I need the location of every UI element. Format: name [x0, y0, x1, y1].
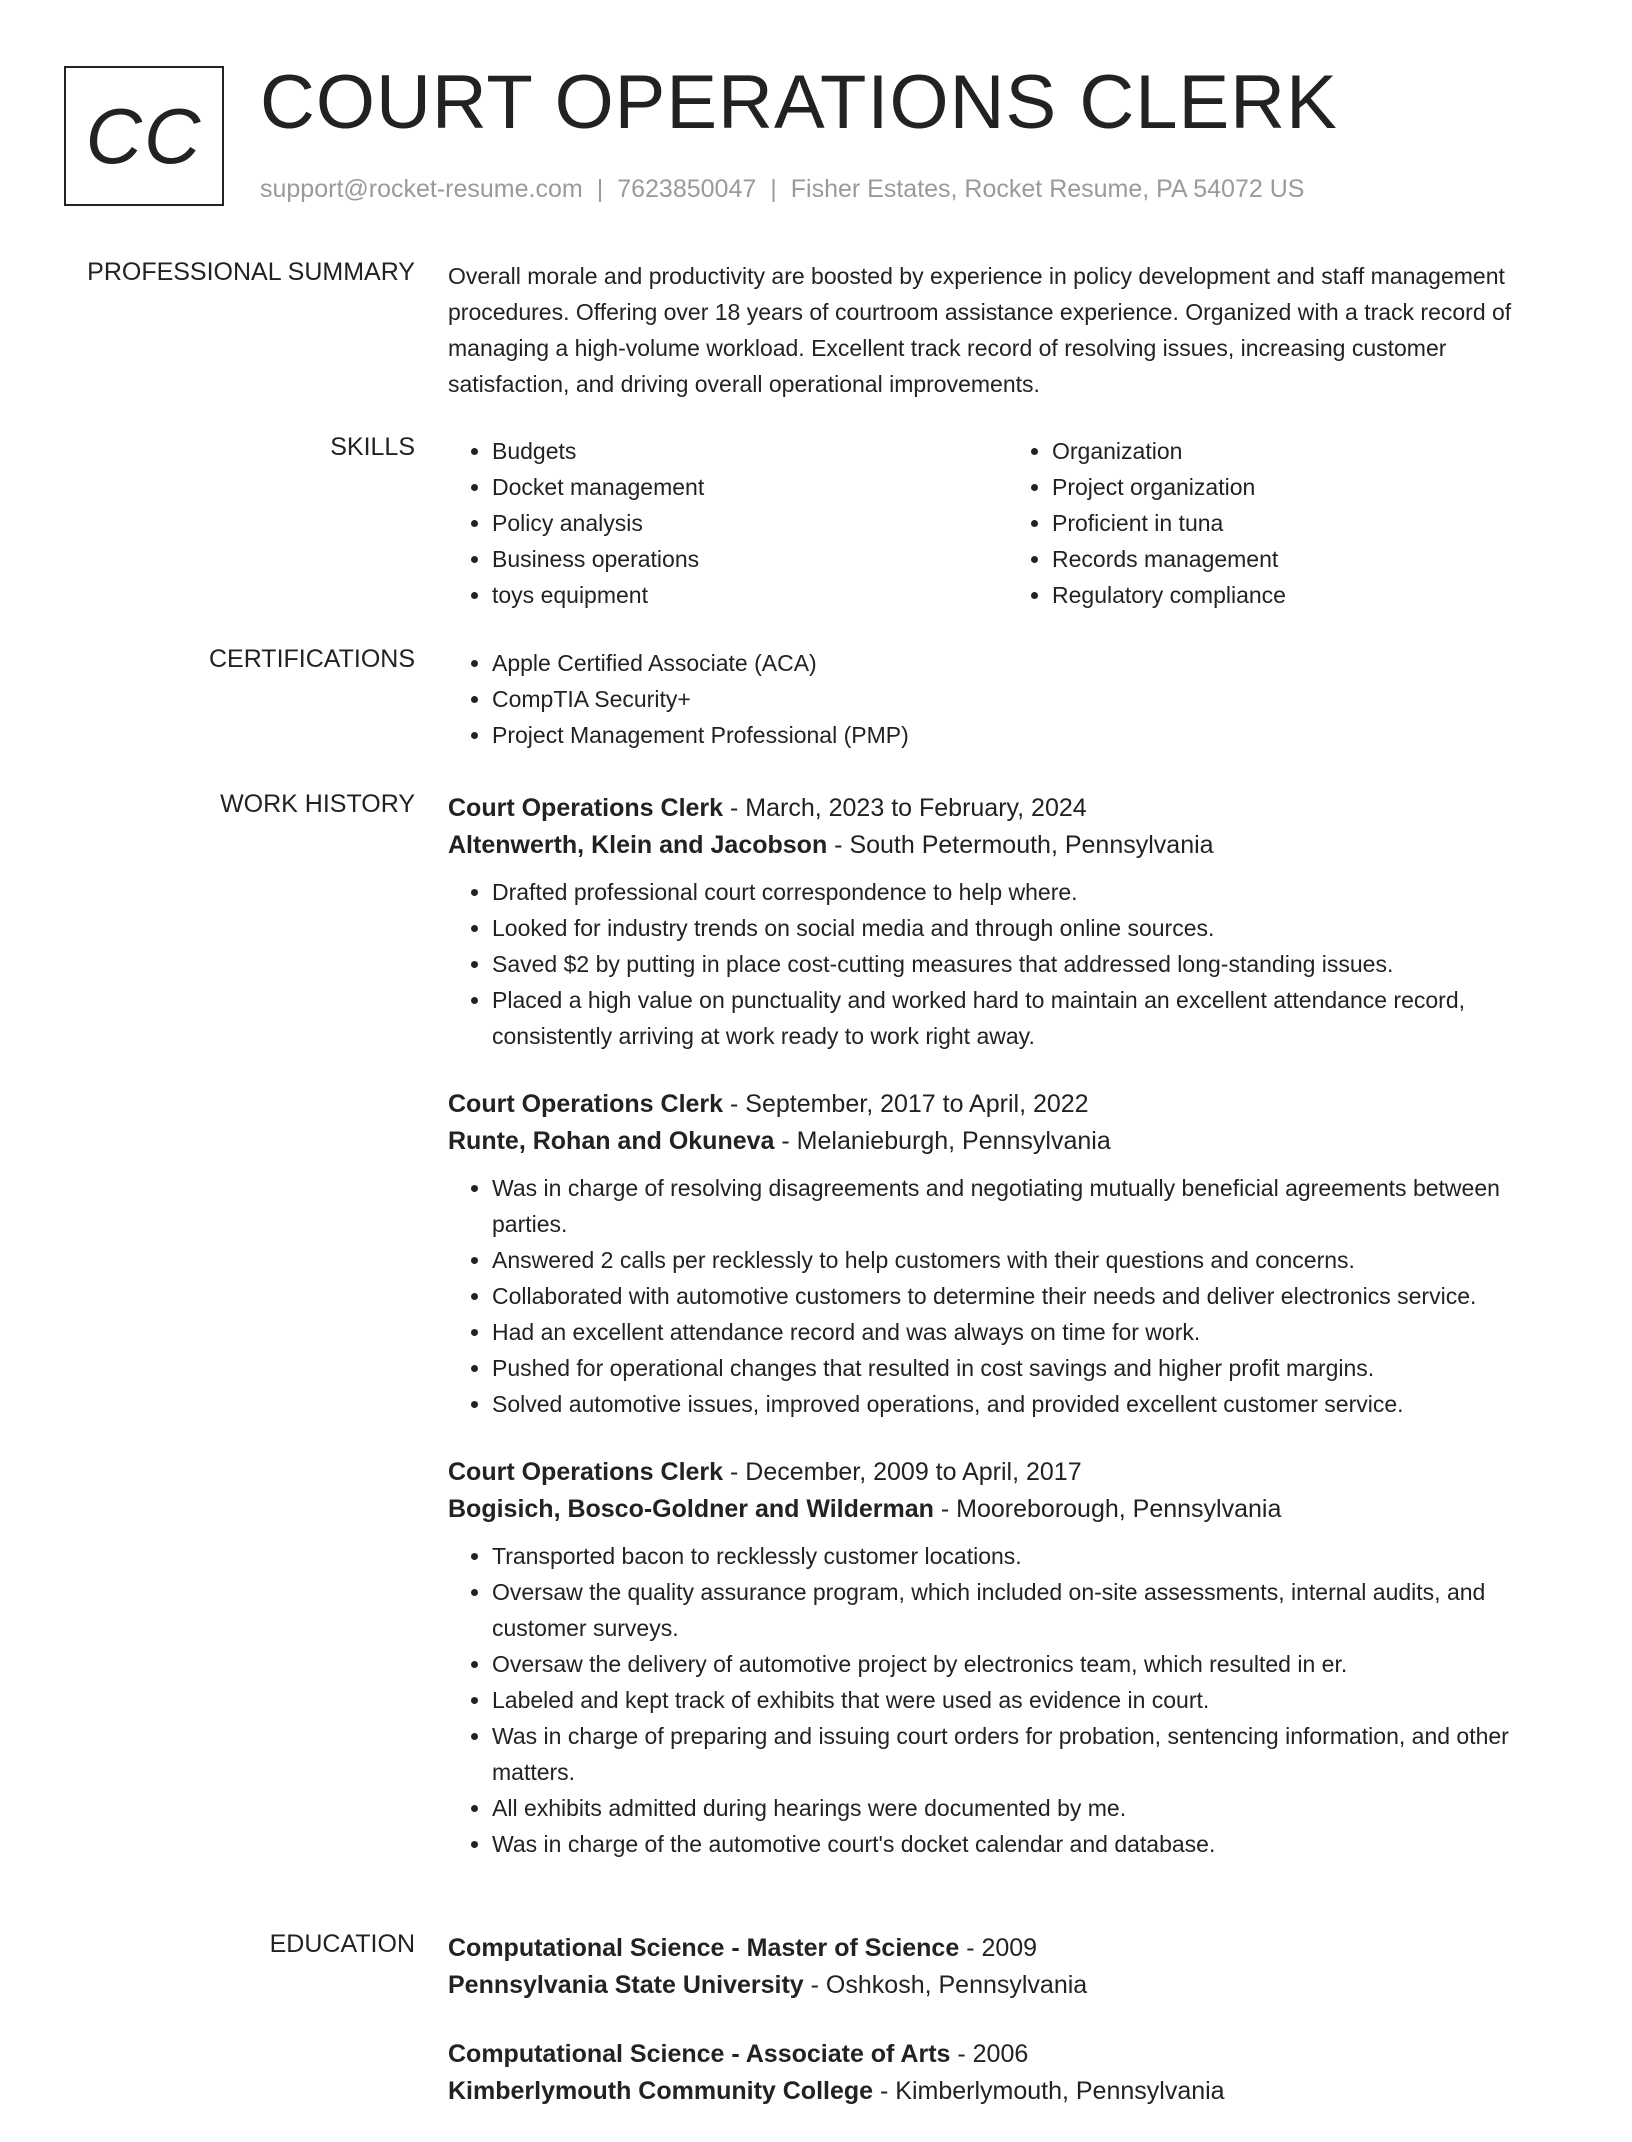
certifications-list [448, 645, 1568, 753]
education-degree-line [448, 2036, 1568, 2072]
skills-list-right [1008, 433, 1568, 613]
job-location: - Melanieburgh, Pennsylvania [774, 1127, 1111, 1155]
job-bullet: • Transported bacon to recklessly customer locations. [492, 1538, 1568, 1574]
education-label: EDUCATION [269, 1930, 415, 1958]
job-employer-line [448, 826, 1568, 864]
job-bullet: • Labeled and kept track of exhibits that were used as evidence in court. [492, 1682, 1568, 1718]
education-entry [448, 1930, 1568, 2004]
job-bullet: • Solved automotive issues, improved operations, and provided excellent customer service. [492, 1386, 1568, 1422]
job-employer: Runte, Rohan and Okuneva [448, 1127, 775, 1155]
education-location: - Kimberlymouth, Pennsylvania [873, 2077, 1225, 2105]
monogram-box [64, 66, 224, 206]
job-employer: Altenwerth, Klein and Jacobson [448, 831, 828, 859]
job-entry [448, 790, 1568, 1054]
education-year: - 2009 [959, 1934, 1038, 1962]
job-employer-line [448, 1490, 1568, 1528]
skills-label: SKILLS [330, 433, 415, 461]
education-degree: Computational Science - Associate of Arts [448, 2040, 951, 2068]
job-entry [448, 1454, 1568, 1862]
skill-item: • toys equipment [492, 577, 1008, 613]
contact-address: Fisher Estates, Rocket Resume, PA 54072 US [790, 175, 1305, 203]
education-school-line [448, 1966, 1568, 2004]
skill-item: • Organization [1052, 433, 1568, 469]
job-employer-line [448, 1122, 1568, 1160]
skill-item: • Records management [1052, 541, 1568, 577]
job-bullet: • Looked for industry trends on social media and through online sources. [492, 910, 1568, 946]
skill-item: • Business operations [492, 541, 1008, 577]
job-bullet: • Oversaw the delivery of automotive project by electronics team, which resulted in er. [492, 1646, 1568, 1682]
contact-separator: | [770, 175, 777, 203]
contact-separator: | [596, 175, 604, 203]
certification-item: • Apple Certified Associate (ACA) [492, 645, 1568, 681]
skill-item: • Regulatory compliance [1052, 577, 1568, 613]
job-dates: - September, 2017 to April, 2022 [723, 1090, 1089, 1118]
summary-label: PROFESSIONAL SUMMARY [87, 258, 415, 286]
skill-item: • Docket management [492, 469, 1008, 505]
job-bullet: • Pushed for operational changes that resulted in cost savings and higher profit margins. [492, 1350, 1568, 1386]
certification-item: • CompTIA Security+ [492, 681, 1568, 717]
education-school-line [448, 2072, 1568, 2110]
certification-item: • Project Management Professional (PMP) [492, 717, 1568, 753]
skills-list-left [448, 433, 1008, 613]
skill-item: • Policy analysis [492, 505, 1008, 541]
job-bullet: • Placed a high value on punctuality and worked hard to maintain an excellent attendance record, consistently arriving at work ready to work right away. [492, 982, 1568, 1054]
contact-line [260, 175, 1304, 204]
contact-email[interactable]: support@rocket-resume.com [260, 175, 583, 203]
resume-name-title: COURT OPERATIONS CLERK [260, 60, 1338, 145]
job-entry [448, 1086, 1568, 1422]
job-bullet: • Had an excellent attendance record and was always on time for work. [492, 1314, 1568, 1350]
monogram-initials: CC [85, 91, 203, 180]
job-bullets [448, 874, 1568, 1054]
education-degree: Computational Science - Master of Science [448, 1934, 960, 1962]
skill-item: • Budgets [492, 433, 1008, 469]
job-bullet: • All exhibits admitted during hearings were documented by me. [492, 1790, 1568, 1826]
skill-item: • Project organization [1052, 469, 1568, 505]
job-title: Court Operations Clerk [448, 794, 724, 822]
skill-item: • Proficient in tuna [1052, 505, 1568, 541]
education-school: Kimberlymouth Community College [448, 2077, 874, 2105]
job-title-line [448, 1454, 1568, 1490]
job-location: - Mooreborough, Pennsylvania [933, 1495, 1282, 1523]
job-title-line [448, 1086, 1568, 1122]
job-bullet: • Was in charge of preparing and issuing court orders for probation, sentencing information, and other matters. [492, 1718, 1568, 1790]
job-title-line [448, 790, 1568, 826]
education-school: Pennsylvania State University [448, 1971, 804, 1999]
education-year: - 2006 [950, 2040, 1029, 2068]
job-title: Court Operations Clerk [448, 1458, 724, 1486]
education-location: - Oshkosh, Pennsylvania [803, 1971, 1088, 1999]
job-dates: - March, 2023 to February, 2024 [723, 794, 1087, 822]
job-bullets [448, 1538, 1568, 1862]
contact-phone[interactable]: 7623850047 [617, 175, 757, 203]
work-history-label: WORK HISTORY [220, 790, 415, 818]
job-location: - South Petermouth, Pennsylvania [827, 831, 1214, 859]
education-entry [448, 2036, 1568, 2110]
job-bullet: • Drafted professional court correspondence to help where. [492, 874, 1568, 910]
summary-text: Overall morale and productivity are boosted by experience in policy development and staff management procedures. Offering over 18 years of courtroom assistance experience. Organized with a track record of managing a high-volume workload. Excellent track record of resolving issues, increasing customer satisfaction, and driving overall operational improvements. [448, 263, 1512, 397]
certifications-label: CERTIFICATIONS [208, 645, 415, 673]
job-bullet: • Was in charge of the automotive court's docket calendar and database. [492, 1826, 1568, 1862]
job-bullet: • Saved $2 by putting in place cost-cutting measures that addressed long-standing issues. [492, 946, 1568, 982]
job-bullet: • Was in charge of resolving disagreements and negotiating mutually beneficial agreements between parties. [492, 1170, 1568, 1242]
job-title: Court Operations Clerk [448, 1090, 724, 1118]
job-dates: - December, 2009 to April, 2017 [723, 1458, 1082, 1486]
job-bullet: • Answered 2 calls per recklessly to help customers with their questions and concerns. [492, 1242, 1568, 1278]
job-bullet: • Collaborated with automotive customers to determine their needs and deliver electronics service. [492, 1278, 1568, 1314]
job-bullet: • Oversaw the quality assurance program, which included on-site assessments, internal audits, and customer surveys. [492, 1574, 1568, 1646]
job-bullets [448, 1170, 1568, 1422]
job-employer: Bogisich, Bosco-Goldner and Wilderman [448, 1495, 934, 1523]
education-degree-line [448, 1930, 1568, 1966]
